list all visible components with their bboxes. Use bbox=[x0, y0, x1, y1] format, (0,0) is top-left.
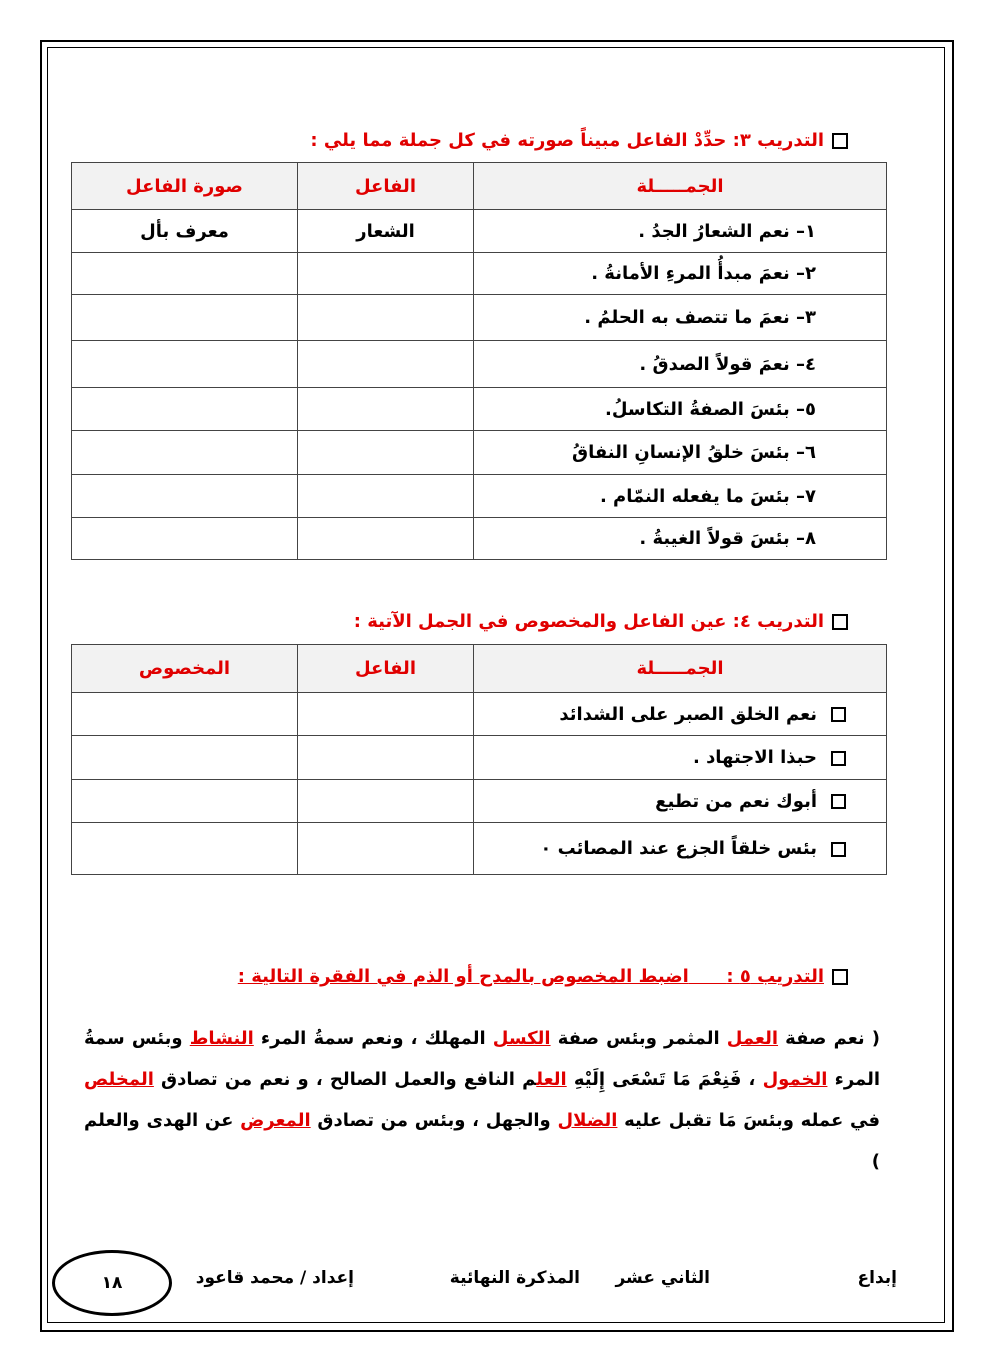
specified-word: الضلال bbox=[557, 1110, 618, 1131]
sentence-cell: ٣– نعمَ ما تتصف به الحلمُ . bbox=[474, 295, 887, 341]
checkbox-icon bbox=[832, 133, 848, 149]
specified-word: المخلص bbox=[84, 1069, 154, 1090]
subject-form-cell[interactable] bbox=[72, 295, 298, 341]
table-row bbox=[72, 295, 887, 341]
exercise-5-paragraph bbox=[84, 1018, 880, 1182]
footer-brand: إبداع bbox=[857, 1268, 897, 1288]
checkbox-icon bbox=[831, 751, 846, 766]
exercise-3-title bbox=[310, 130, 848, 151]
sentence-text: حبذا الاجتهاد . bbox=[692, 747, 817, 768]
header-sentence: الجمـــــلة bbox=[474, 645, 887, 693]
table-row bbox=[72, 823, 887, 875]
sentence-text: أبوك نعم من تطيع bbox=[655, 790, 817, 812]
paragraph-text: م النافع والعمل الصالح ، و نعم من تصادق bbox=[153, 1069, 537, 1090]
exercise-4-title-text: التدريب ٤: عين الفاعل والمخصوص في الجمل الآتية : bbox=[353, 611, 824, 632]
subject-cell[interactable] bbox=[298, 693, 474, 736]
header-subject: الفاعل bbox=[298, 163, 474, 210]
table-row bbox=[72, 518, 887, 560]
header-sentence: الجمـــــلة bbox=[474, 163, 887, 210]
paragraph-text: والجهل ، وبئس من تصادق bbox=[310, 1110, 558, 1131]
subject-cell[interactable] bbox=[298, 388, 474, 431]
table-row bbox=[72, 341, 887, 388]
header-specified: المخصوص bbox=[72, 645, 298, 693]
exercise-4-table bbox=[71, 644, 887, 875]
sentence-cell: ٨– بئسَ قولاً الغيبةُ . bbox=[474, 518, 887, 560]
header-subject: الفاعل bbox=[298, 645, 474, 693]
paragraph-text: المهلك ، ونعم سمةُ المرء bbox=[253, 1028, 493, 1049]
sentence-cell: ٦– بئسَ خلقُ الإنسانِ النفاقُ bbox=[474, 431, 887, 475]
exercise-3-title-text: التدريب ٣: حدِّدْ الفاعل مبيناً صورته في كل جملة مما يلي : bbox=[310, 130, 824, 151]
sentence-cell bbox=[474, 693, 887, 736]
sentence-cell: ٢– نعمَ مبدأُ المرءِ الأمانةُ . bbox=[474, 253, 887, 295]
table-row bbox=[72, 780, 887, 823]
subject-cell[interactable] bbox=[298, 431, 474, 475]
subject-cell[interactable] bbox=[298, 823, 474, 875]
sentence-cell bbox=[474, 780, 887, 823]
subject-form-cell[interactable] bbox=[72, 253, 298, 295]
footer-author: إعداد / محمد قاعود bbox=[195, 1268, 354, 1288]
subject-form-cell[interactable] bbox=[72, 518, 298, 560]
specified-word: المعرض bbox=[240, 1110, 311, 1131]
checkbox-icon bbox=[832, 614, 848, 630]
table-row bbox=[72, 475, 887, 518]
exercise-5-title-text: اضبط المخصوص بالمدح أو الذم في الفقرة التالية : bbox=[237, 966, 689, 987]
sentence-text: بئس خلقاً الجزع عند المصائب ٠ bbox=[540, 838, 817, 859]
sentence-text: نعم الخلق الصبر على الشدائد bbox=[559, 703, 817, 725]
sentence-cell: ١– نعم الشعارُ الجدُ . bbox=[474, 210, 887, 253]
page-number: ١٨ bbox=[52, 1250, 172, 1316]
specified-cell[interactable] bbox=[72, 693, 298, 736]
subject-form-cell[interactable] bbox=[72, 341, 298, 388]
table-row bbox=[72, 253, 887, 295]
table-row bbox=[72, 431, 887, 475]
subject-form-cell[interactable]: معرف بأل bbox=[72, 210, 298, 253]
specified-word: الكسل bbox=[492, 1028, 551, 1049]
paragraph-text: ، فَنِعْمَ مَا تَسْعَى إِلَيْهِ bbox=[566, 1069, 763, 1090]
table-row bbox=[72, 693, 887, 736]
paragraph-text: ( نعم صفة bbox=[778, 1028, 881, 1049]
specified-word: النشاط bbox=[189, 1028, 254, 1049]
sentence-cell bbox=[474, 736, 887, 780]
exercise-3-table bbox=[71, 162, 887, 560]
specified-cell[interactable] bbox=[72, 780, 298, 823]
checkbox-icon bbox=[831, 842, 846, 857]
paragraph-text: وبئسَ مَا تقبل عليه bbox=[617, 1110, 794, 1131]
specified-word: العمل bbox=[726, 1028, 779, 1049]
sentence-cell: ٤– نعمَ قولاً الصدقُ . bbox=[474, 341, 887, 388]
sentence-cell: ٧– بئسَ ما يفعله النمّام . bbox=[474, 475, 887, 518]
exercise-4-title bbox=[354, 611, 848, 632]
subject-cell[interactable] bbox=[298, 736, 474, 780]
table-row bbox=[72, 736, 887, 780]
subject-form-cell[interactable] bbox=[72, 431, 298, 475]
subject-cell[interactable] bbox=[298, 295, 474, 341]
header-subject-form: صورة الفاعل bbox=[72, 163, 298, 210]
footer-grade: الثاني عشر bbox=[615, 1268, 710, 1288]
sentence-cell: ٥– بئسَ الصفةُ التكاسلُ. bbox=[474, 388, 887, 431]
paragraph-text: عن الهدى والعلم ) bbox=[84, 1110, 880, 1172]
checkbox-icon bbox=[831, 794, 846, 809]
checkbox-icon bbox=[831, 707, 846, 722]
specified-cell[interactable] bbox=[72, 823, 298, 875]
subject-cell[interactable]: الشعار bbox=[298, 210, 474, 253]
specified-cell[interactable] bbox=[72, 736, 298, 780]
paragraph-text: المثمر وبئس صفة bbox=[550, 1028, 727, 1049]
subject-cell[interactable] bbox=[298, 475, 474, 518]
sentence-cell bbox=[474, 823, 887, 875]
subject-form-cell[interactable] bbox=[72, 475, 298, 518]
subject-cell[interactable] bbox=[298, 253, 474, 295]
paragraph-text: في عمله bbox=[793, 1110, 880, 1131]
table-row bbox=[72, 210, 887, 253]
table-row bbox=[72, 388, 887, 431]
subject-cell[interactable] bbox=[298, 780, 474, 823]
exercise-5-title bbox=[238, 966, 848, 987]
footer-title: المذكرة النهائية bbox=[449, 1268, 580, 1288]
checkbox-icon bbox=[832, 969, 848, 985]
exercise-5-label: التدريب ٥ : bbox=[726, 966, 824, 987]
specified-word: العل bbox=[536, 1069, 567, 1090]
subject-form-cell[interactable] bbox=[72, 388, 298, 431]
subject-cell[interactable] bbox=[298, 518, 474, 560]
subject-cell[interactable] bbox=[298, 341, 474, 388]
paragraph-text: وبئس سمةُ المرء bbox=[84, 1028, 881, 1090]
specified-word: الخمول bbox=[762, 1069, 828, 1090]
